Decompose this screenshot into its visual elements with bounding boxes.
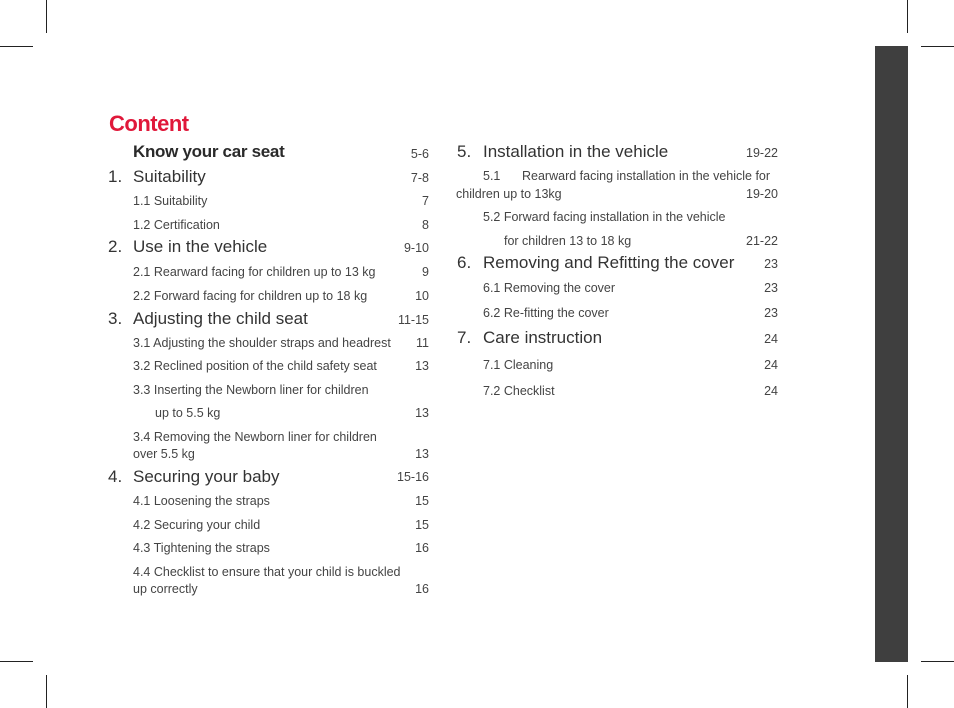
- crop-mark: [46, 0, 47, 33]
- toc-subentry-label[interactable]: 4.1 Loosening the straps: [133, 494, 270, 508]
- toc-subentry-label[interactable]: 2.1 Rearward facing for children up to 13 kg: [133, 265, 376, 279]
- toc-entry-page: 10: [415, 289, 429, 303]
- toc-entry-page: 13: [415, 406, 429, 420]
- crop-mark: [921, 46, 954, 47]
- crop-mark: [0, 46, 33, 47]
- section-label: Securing your baby: [133, 467, 280, 486]
- toc-subentry-label[interactable]: 4.4 Checklist to ensure that your child is buckled: [133, 565, 401, 579]
- toc-subentry-label[interactable]: 1.2 Certification: [133, 218, 220, 232]
- toc-entry-page: 7-8: [410, 171, 429, 185]
- crop-mark: [921, 661, 954, 662]
- toc-entry-page: 21-22: [746, 234, 778, 248]
- toc-entry-page: 24: [764, 358, 778, 372]
- section-number: 7.: [457, 328, 472, 347]
- toc-entry-page: 19-22: [746, 146, 778, 160]
- toc-subentry-label[interactable]: 4.3 Tightening the straps: [133, 541, 270, 555]
- toc-subentry-number: 5.1: [483, 169, 501, 183]
- toc-entry-page: 15: [415, 494, 429, 508]
- toc-subentry-label[interactable]: 3.2 Reclined position of the child safety seat: [133, 359, 377, 373]
- section-label: Installation in the vehicle: [483, 142, 669, 161]
- toc-subentry-label[interactable]: 3.4 Removing the Newborn liner for children: [133, 430, 377, 444]
- toc-entry-page: 11: [416, 336, 429, 350]
- section-number: 1.: [108, 167, 123, 186]
- crop-mark: [907, 0, 908, 33]
- section-number: 2.: [108, 237, 123, 256]
- toc-entry-label[interactable]: Know your car seat: [133, 142, 285, 161]
- toc-entry-page: 16: [415, 582, 429, 596]
- toc-entry-page: 19-20: [746, 187, 778, 201]
- toc-subentry-label[interactable]: 4.2 Securing your child: [133, 518, 261, 532]
- section-number: 6.: [457, 253, 472, 272]
- toc-subentry-label-cont[interactable]: up to 5.5 kg: [155, 406, 221, 420]
- toc-subentry-label[interactable]: 6.1 Removing the cover: [483, 281, 616, 295]
- toc-entry-page: 5-6: [410, 147, 429, 161]
- page-title: Content: [109, 111, 189, 136]
- toc-subentry-label[interactable]: 1.1 Suitability: [133, 194, 208, 208]
- toc-entry-page: 7: [422, 194, 429, 208]
- side-tab: [875, 46, 908, 662]
- section-number: 4.: [108, 467, 123, 486]
- crop-mark: [907, 675, 908, 708]
- toc-subentry-label[interactable]: Rearward facing installation in the vehicle for: [522, 169, 771, 183]
- toc-entry-page: 11-15: [397, 313, 429, 327]
- toc-subentry-label[interactable]: 3.3 Inserting the Newborn liner for children: [133, 383, 369, 397]
- crop-mark: [46, 675, 47, 708]
- section-number: 5.: [457, 142, 472, 161]
- toc-entry-page: 23: [764, 306, 778, 320]
- toc-subentry-label[interactable]: 7.2 Checklist: [483, 384, 555, 398]
- toc-subentry-label-cont[interactable]: for children 13 to 18 kg: [504, 234, 632, 248]
- toc-entry-page: 23: [764, 257, 778, 271]
- crop-mark: [0, 661, 33, 662]
- section-label: Use in the vehicle: [133, 237, 268, 256]
- section-label: Adjusting the child seat: [133, 309, 308, 328]
- toc-subentry-label[interactable]: 6.2 Re-fitting the cover: [483, 306, 609, 320]
- toc-subentry-label[interactable]: 2.2 Forward facing for children up to 18 kg: [133, 289, 368, 303]
- toc-subentry-label[interactable]: 7.1 Cleaning: [483, 358, 554, 372]
- toc-entry-page: 13: [415, 359, 429, 373]
- toc-entry-page: 24: [764, 332, 778, 346]
- toc-subentry-label[interactable]: 3.1 Adjusting the shoulder straps and headrest: [133, 336, 391, 350]
- toc-subentry-label-cont[interactable]: children up to 13kg: [456, 187, 562, 201]
- toc-subentry-label[interactable]: 5.2 Forward facing installation in the vehicle: [483, 210, 726, 224]
- section-label: Removing and Refitting the cover: [483, 253, 735, 272]
- toc-subentry-label-cont[interactable]: up correctly: [133, 582, 198, 596]
- toc-subentry-label-cont[interactable]: over 5.5 kg: [133, 447, 195, 461]
- toc-entry-page: 15-16: [397, 470, 429, 484]
- toc-entry-page: 16: [415, 541, 429, 555]
- section-number: 3.: [108, 309, 123, 328]
- toc-entry-page: 9-10: [403, 241, 429, 255]
- toc-entry-page: 9: [422, 265, 429, 279]
- section-label: Suitability: [133, 167, 206, 186]
- toc-entry-page: 23: [764, 281, 778, 295]
- toc-entry-page: 13: [415, 447, 429, 461]
- toc-entry-page: 24: [764, 384, 778, 398]
- section-label: Care instruction: [483, 328, 603, 347]
- toc-entry-page: 15: [415, 518, 429, 532]
- toc-entry-page: 8: [422, 218, 429, 232]
